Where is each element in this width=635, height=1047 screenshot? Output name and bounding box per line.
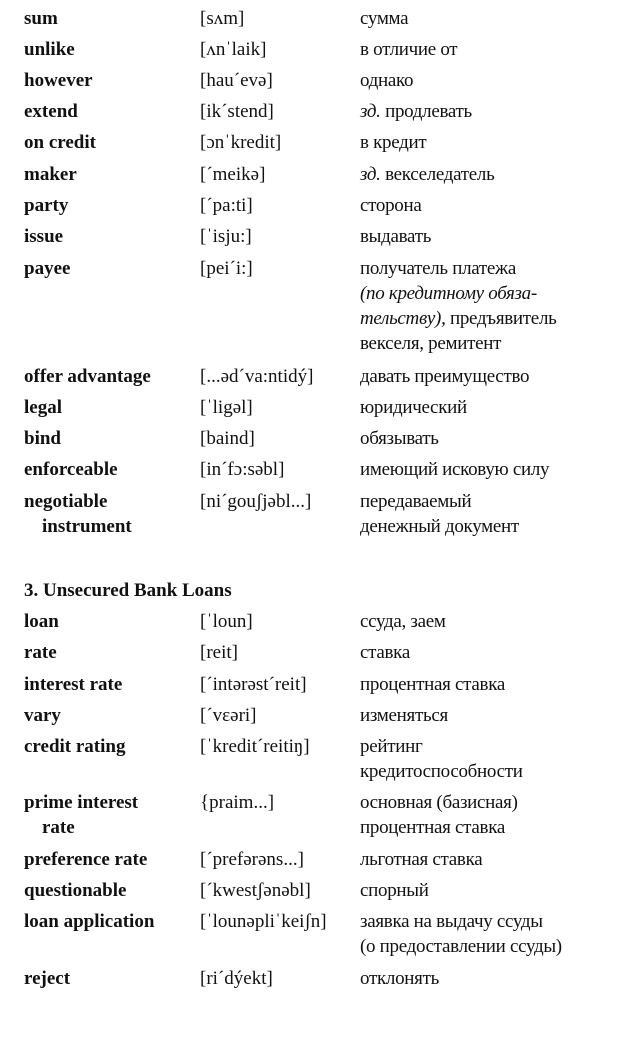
- gloss-text: кредитоспособности: [360, 761, 523, 782]
- vocab-translation-line: [360, 331, 630, 356]
- vocab-term-line: sum: [24, 8, 58, 29]
- vocab-translation: [360, 99, 630, 124]
- gloss-text: векселя, ремитент: [360, 333, 502, 354]
- gloss-text: изменяться: [360, 705, 448, 726]
- vocab-translation-line: [360, 790, 630, 815]
- gloss-text: получатель платежа: [360, 258, 517, 279]
- vocab-translation-line: [360, 99, 630, 124]
- vocab-translation-line: [360, 703, 630, 728]
- vocab-term-line: credit rating: [24, 736, 126, 757]
- usage-note: зд.: [360, 164, 386, 185]
- vocab-transcription: [ˊmeikə]: [200, 164, 266, 185]
- gloss-text: процентная ставка: [360, 817, 505, 838]
- gloss-text: векселедатель: [385, 164, 495, 185]
- vocab-translation-line: [360, 162, 630, 187]
- vocab-translation-line: [360, 966, 630, 991]
- vocab-transcription: [ˈlounəpliˈkeiʃn]: [200, 911, 327, 932]
- vocab-transcription: [ˈkreditˊreitiŋ]: [200, 736, 310, 757]
- vocab-translation-line: [360, 734, 630, 759]
- vocab-term-line: legal: [24, 397, 62, 418]
- vocab-translation: [360, 395, 630, 420]
- vocab-translation-line: [360, 909, 630, 934]
- usage-note: зд.: [360, 101, 386, 122]
- gloss-text: спорный: [360, 880, 429, 901]
- vocab-translation-line: [360, 193, 630, 218]
- vocab-term: [24, 457, 199, 482]
- gloss-text: в отличие от: [360, 39, 458, 60]
- vocab-transcription: [ˊkwestʃənəbl]: [200, 880, 311, 901]
- vocab-transcription: [...ədˊva:ntidý]: [200, 366, 314, 387]
- vocab-term-line: bind: [24, 428, 61, 449]
- vocab-translation-line: [360, 364, 630, 389]
- vocab-translation: [360, 224, 630, 249]
- vocab-transcription: [ʌnˈlaik]: [200, 39, 267, 60]
- vocab-translation-line: [360, 306, 630, 331]
- vocab-translation: [360, 193, 630, 218]
- vocab-term-line: extend: [24, 101, 78, 122]
- vocab-term-line: loan application: [24, 911, 155, 932]
- vocab-term: [24, 672, 199, 697]
- vocab-term: [24, 364, 199, 389]
- gloss-text: юридический: [360, 397, 467, 418]
- vocab-transcription: [reit]: [200, 642, 238, 663]
- vocab-translation-line: [360, 395, 630, 420]
- gloss-text: в кредит: [360, 132, 427, 153]
- gloss-text: обязывать: [360, 428, 439, 449]
- gloss-text: давать преимущество: [360, 366, 530, 387]
- vocab-translation: [360, 790, 630, 840]
- vocab-transcription: [riˊdýekt]: [200, 968, 273, 989]
- vocab-translation: [360, 672, 630, 697]
- vocab-term: [24, 609, 199, 634]
- vocab-translation-line: [360, 609, 630, 634]
- gloss-text: ставка: [360, 642, 410, 663]
- vocab-transcription: [ikˊstend]: [200, 101, 274, 122]
- vocab-term: [24, 909, 199, 934]
- vocab-term-line: prime interest: [24, 792, 139, 813]
- vocab-term: [24, 6, 199, 31]
- vocab-translation: [360, 847, 630, 872]
- section-heading: 3. Unsecured Bank Loans: [24, 580, 232, 601]
- vocab-translation: [360, 256, 630, 356]
- vocab-term: [24, 426, 199, 451]
- vocab-transcription: {praim...]: [200, 792, 275, 813]
- vocab-term: [24, 37, 199, 62]
- gloss-text: имеющий исковую силу: [360, 459, 550, 480]
- vocab-term-line: payee: [24, 258, 71, 279]
- vocab-translation-line: [360, 934, 630, 959]
- italic-gloss: (по кредитному обяза-: [360, 283, 537, 304]
- vocab-translation: [360, 489, 630, 539]
- vocab-translation: [360, 734, 630, 784]
- gloss-text: рейтинг: [360, 736, 423, 757]
- gloss-text: выдавать: [360, 226, 432, 247]
- vocab-translation-line: [360, 514, 630, 539]
- vocab-term-line: preference rate: [24, 849, 148, 870]
- vocab-transcription: [peiˊi:]: [200, 258, 253, 279]
- vocab-translation: [360, 457, 630, 482]
- vocab-term-line: loan: [24, 611, 59, 632]
- vocab-translation: [360, 426, 630, 451]
- vocab-translation-line: [360, 457, 630, 482]
- vocab-term-line: vary: [24, 705, 61, 726]
- vocab-translation: [360, 37, 630, 62]
- vocab-translation: [360, 6, 630, 31]
- vocab-term: [24, 489, 199, 539]
- gloss-text: заявка на выдачу ссуды: [360, 911, 543, 932]
- vocab-term-line: issue: [24, 226, 64, 247]
- vocab-translation: [360, 703, 630, 728]
- vocab-term-line: party: [24, 195, 69, 216]
- italic-gloss: тельству),: [360, 308, 446, 329]
- vocab-translation: [360, 68, 630, 93]
- vocab-term: [24, 193, 199, 218]
- vocab-translation-line: [360, 256, 630, 281]
- gloss-text: однако: [360, 70, 414, 91]
- vocab-term-line: maker: [24, 164, 77, 185]
- vocab-translation-line: [360, 640, 630, 665]
- gloss-text: льготная ставка: [360, 849, 483, 870]
- vocab-transcription: [baind]: [200, 428, 255, 449]
- vocab-term: [24, 130, 199, 155]
- vocab-transcription: [inˊfɔ:səbl]: [200, 459, 285, 480]
- vocab-translation-line: [360, 224, 630, 249]
- vocab-term: [24, 224, 199, 249]
- vocab-translation-line: [360, 130, 630, 155]
- gloss-text: отклонять: [360, 968, 439, 989]
- vocab-term-line: on credit: [24, 132, 96, 153]
- vocab-term-line: rate: [24, 642, 57, 663]
- vocab-term: [24, 640, 199, 665]
- gloss-text: передаваемый: [360, 491, 472, 512]
- vocab-term: [24, 68, 199, 93]
- vocab-term: [24, 734, 199, 759]
- vocab-term-line: however: [24, 70, 93, 91]
- gloss-text: сторона: [360, 195, 422, 216]
- vocab-translation: [360, 640, 630, 665]
- vocab-transcription: [ˊvɛəri]: [200, 705, 257, 726]
- gloss-text: ссуда, заем: [360, 611, 446, 632]
- gloss-text: (о предоставлении ссуды): [360, 936, 562, 957]
- vocab-translation-line: [360, 37, 630, 62]
- vocab-term: [24, 878, 199, 903]
- vocab-term-line: interest rate: [24, 674, 123, 695]
- vocab-term-line: reject: [24, 968, 71, 989]
- vocab-translation-line: [360, 426, 630, 451]
- gloss-text: денежный документ: [360, 516, 519, 537]
- vocab-term: [24, 847, 199, 872]
- gloss-text: продлевать: [385, 101, 472, 122]
- gloss-text: предъявитель: [445, 308, 557, 329]
- vocab-translation: [360, 609, 630, 634]
- vocab-transcription: [ˊpa:ti]: [200, 195, 253, 216]
- vocab-translation-line: [360, 878, 630, 903]
- vocab-translation-line: [360, 281, 630, 306]
- vocab-transcription: [ɔnˈkredit]: [200, 132, 282, 153]
- vocab-term: [24, 162, 199, 187]
- vocab-term-line: rate: [42, 817, 75, 838]
- vocab-translation-line: [360, 489, 630, 514]
- vocab-translation: [360, 130, 630, 155]
- vocab-transcription: [hauˊevə]: [200, 70, 273, 91]
- vocab-transcription: [ˈisju:]: [200, 226, 252, 247]
- vocab-term: [24, 99, 199, 124]
- vocab-translation-line: [360, 759, 630, 784]
- vocab-translation-line: [360, 6, 630, 31]
- vocab-term-line: questionable: [24, 880, 127, 901]
- vocab-transcription: [ˈligəl]: [200, 397, 253, 418]
- gloss-text: сумма: [360, 8, 409, 29]
- vocab-transcription: [ˊintərəstˊreit]: [200, 674, 307, 695]
- vocab-translation: [360, 909, 630, 959]
- vocab-translation-line: [360, 672, 630, 697]
- vocab-term-line: negotiable: [24, 491, 108, 512]
- vocab-translation-line: [360, 847, 630, 872]
- vocab-translation: [360, 966, 630, 991]
- vocab-transcription: [ˊprefərəns...]: [200, 849, 304, 870]
- vocab-term-line: offer advantage: [24, 366, 151, 387]
- vocab-transcription: [niˊgouʃjəbl...]: [200, 491, 312, 512]
- vocab-translation: [360, 162, 630, 187]
- vocab-term: [24, 966, 199, 991]
- vocab-transcription: [sʌm]: [200, 8, 245, 29]
- vocab-term-line: unlike: [24, 39, 75, 60]
- vocab-translation: [360, 878, 630, 903]
- gloss-text: основная (базисная): [360, 792, 518, 813]
- vocab-translation-line: [360, 815, 630, 840]
- vocab-term: [24, 790, 199, 840]
- gloss-text: процентная ставка: [360, 674, 505, 695]
- vocab-term: [24, 703, 199, 728]
- vocab-transcription: [ˈloun]: [200, 611, 253, 632]
- vocab-term: [24, 395, 199, 420]
- vocab-term-line: enforceable: [24, 459, 118, 480]
- vocab-translation-line: [360, 68, 630, 93]
- vocab-term-line: instrument: [42, 516, 132, 537]
- vocab-term: [24, 256, 199, 281]
- vocab-translation: [360, 364, 630, 389]
